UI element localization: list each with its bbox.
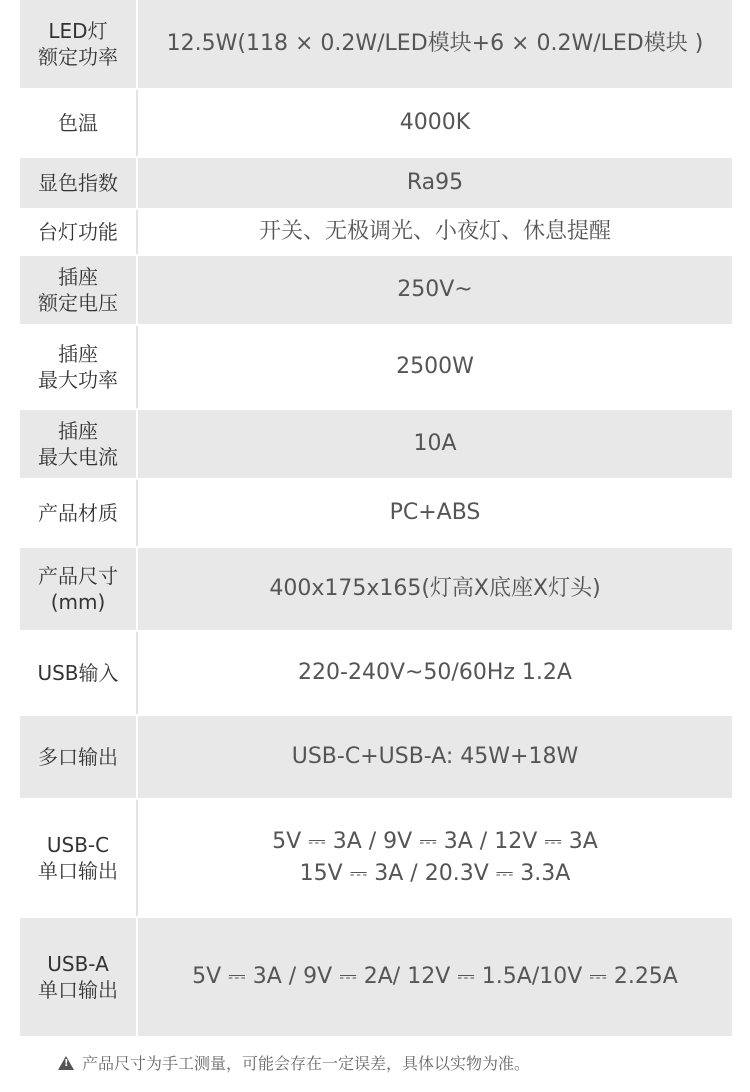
- spec-label-line: 插座: [58, 265, 98, 289]
- spec-label: [20, 157, 137, 209]
- spec-row: [20, 799, 732, 917]
- spec-row: [20, 157, 732, 209]
- spec-value: [137, 209, 732, 255]
- spec-value-line: 2500W: [396, 354, 474, 379]
- spec-row: [20, 89, 732, 157]
- spec-label-line: 产品材质: [38, 501, 118, 525]
- spec-value-line: 10A: [413, 431, 457, 456]
- spec-label-line: USB-C: [46, 833, 110, 857]
- spec-row: [20, 547, 732, 631]
- spec-value-line: PC+ABS: [389, 500, 481, 525]
- spec-label-line: 单口输出: [38, 859, 118, 883]
- spec-value: [137, 409, 732, 479]
- spec-row: [20, 479, 732, 547]
- spec-label-line: 额定电压: [38, 291, 118, 315]
- spec-value: [137, 547, 732, 631]
- spec-label: [20, 89, 137, 157]
- spec-label-line: LED灯: [48, 19, 108, 43]
- spec-row: [20, 209, 732, 255]
- spec-label: [20, 0, 137, 89]
- spec-label: [20, 255, 137, 325]
- spec-label-line: 插座: [58, 419, 98, 443]
- spec-label-line: 最大功率: [38, 368, 118, 392]
- spec-value: [137, 479, 732, 547]
- spec-label-line: 单口输出: [38, 978, 118, 1002]
- spec-label-line: 最大电流: [38, 445, 118, 469]
- spec-label-line: 色温: [58, 111, 98, 135]
- spec-value-line: 400x175x165(灯高X底座X灯头): [269, 576, 601, 601]
- spec-value-line: USB-C+USB-A: 45W+18W: [291, 744, 579, 769]
- spec-label: [20, 325, 137, 409]
- spec-value-line: 5V ⎓ 3A / 9V ⎓ 2A/ 12V ⎓ 1.5A/10V ⎓ 2.25A: [192, 964, 678, 989]
- spec-label: [20, 479, 137, 547]
- spec-label-line: USB输入: [37, 661, 119, 685]
- spec-value-line: 250V~: [397, 277, 473, 302]
- spec-row: [20, 255, 732, 325]
- spec-label: [20, 631, 137, 715]
- spec-label: [20, 409, 137, 479]
- spec-label-line: 多口输出: [38, 745, 118, 769]
- spec-value: [137, 0, 732, 89]
- spec-value-line: 开关、无极调光、小夜灯、休息提醒: [258, 219, 611, 244]
- spec-row: [20, 0, 732, 89]
- spec-value-line: 12.5W(118 × 0.2W/LED模块+6 × 0.2W/LED模块 ): [166, 31, 704, 56]
- spec-value: [137, 255, 732, 325]
- spec-row: [20, 409, 732, 479]
- spec-row: [20, 917, 732, 1037]
- spec-value-line: 220-240V~50/60Hz 1.2A: [298, 660, 572, 685]
- spec-label-line: USB-A: [47, 952, 109, 976]
- spec-row: [20, 715, 732, 799]
- spec-value: [137, 89, 732, 157]
- spec-value: [137, 325, 732, 409]
- spec-label: [20, 209, 137, 255]
- spec-value-line: 4000K: [399, 110, 471, 135]
- note-text: 产品尺寸为手工测量，可能会存在一定误差，具体以实物为准。: [82, 1054, 531, 1073]
- spec-label-line: (mm): [50, 590, 106, 614]
- spec-label-line: 额定功率: [38, 45, 118, 69]
- spec-label-line: 产品尺寸: [38, 564, 118, 588]
- spec-value: [137, 917, 732, 1037]
- spec-value: [137, 157, 732, 209]
- spec-label-line: 显色指数: [38, 171, 118, 195]
- spec-value-line: 5V ⎓ 3A / 9V ⎓ 3A / 12V ⎓ 3A: [272, 829, 598, 854]
- spec-label: [20, 547, 137, 631]
- spec-label: [20, 715, 137, 799]
- spec-value-line: 15V ⎓ 3A / 20.3V ⎓ 3.3A: [299, 861, 571, 886]
- spec-row: [20, 631, 732, 715]
- warning-icon: [58, 1056, 74, 1070]
- spec-value-line: Ra95: [406, 170, 464, 195]
- spec-row: [20, 325, 732, 409]
- spec-value: [137, 715, 732, 799]
- spec-label-line: 台灯功能: [38, 220, 118, 244]
- spec-table: [20, 0, 732, 1038]
- spec-value: [137, 631, 732, 715]
- spec-value: [137, 799, 732, 917]
- spec-label: [20, 917, 137, 1037]
- spec-label-line: 插座: [58, 342, 98, 366]
- spec-label: [20, 799, 137, 917]
- measurement-note: [58, 1052, 530, 1076]
